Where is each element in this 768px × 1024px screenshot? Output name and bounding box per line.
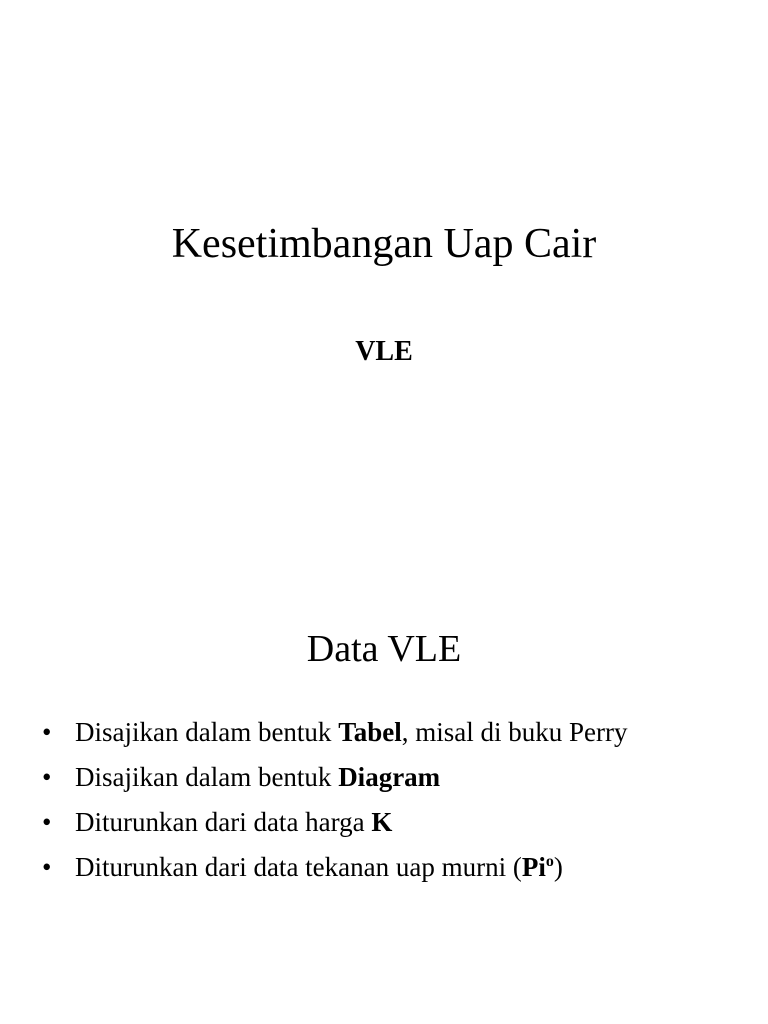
bullet-text: Disajikan dalam bentuk <box>75 717 339 747</box>
bullet-icon: • <box>42 762 52 792</box>
superscript: o <box>545 853 554 870</box>
page-subtitle: VLE <box>355 336 413 367</box>
bullet-item <box>40 710 760 755</box>
bullet-icon: • <box>42 852 52 882</box>
bullet-icon: • <box>42 807 52 837</box>
bullet-text: Diturunkan dari data harga <box>75 807 372 837</box>
page-title: Kesetimbangan Uap Cair <box>171 221 597 267</box>
bullet-item <box>40 800 760 845</box>
bullet-text: Disajikan dalam bentuk <box>75 762 339 792</box>
bullet-bold-text: Pi <box>521 852 546 882</box>
bullet-text: Diturunkan dari data tekanan uap murni ( <box>75 852 522 882</box>
slide-data-vle <box>0 512 768 1024</box>
bullet-bold-text: Diagram <box>338 762 441 792</box>
bullet-item <box>40 845 760 890</box>
bullet-bold-text: K <box>371 807 393 837</box>
bullet-icon: • <box>42 717 52 747</box>
bullet-item <box>40 755 760 800</box>
section-title: Data VLE <box>306 628 462 670</box>
bullet-list <box>40 710 760 890</box>
bullet-text-tail: ) <box>553 852 563 882</box>
bullet-bold-text: Tabel <box>338 717 402 747</box>
bullet-text-tail: , misal di buku Perry <box>401 717 628 747</box>
